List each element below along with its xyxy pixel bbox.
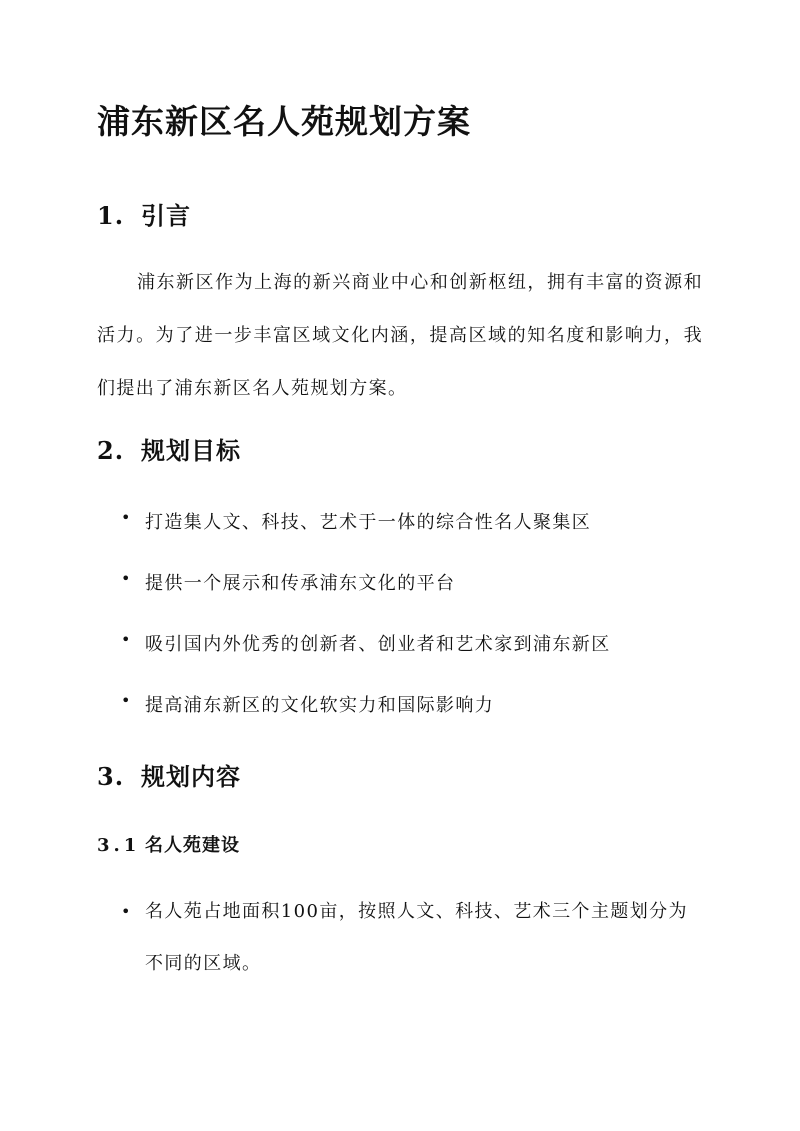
section-number: 3. [97,762,125,791]
bullet-icon: • [121,630,132,649]
section-title: 规划目标 [141,436,241,465]
section-number: 2. [97,436,125,465]
list-item-text: 名人苑占地面积100亩，按照人文、科技、艺术三个主题划分为不同的区域。 [145,901,688,974]
bullet-icon: • [121,569,132,588]
bullet-icon: • [121,508,132,527]
list-item [97,691,494,717]
introduction-paragraph: 浦东新区作为上海的新兴商业中心和创新枢纽，拥有丰富的资源和活力。为了进一步丰富区域文化内涵，提高区域的知名度和影响力，我们提出了浦东新区名人苑规划方案。 [97,272,703,399]
list-item [97,569,455,595]
subsection-title: 名人苑建设 [145,835,240,856]
section-heading-goals [97,431,241,466]
section-number: 1. [97,201,125,230]
list-item [97,630,611,656]
document-title: 浦东新区名人苑规划方案 [97,102,471,141]
list-item [97,886,703,990]
list-item-text: 吸引国内外优秀的创新者、创业者和艺术家到浦东新区 [145,634,611,655]
list-item-text: 提供一个展示和传承浦东文化的平台 [145,573,456,594]
bullet-icon: • [121,691,132,710]
list-item-text: 打造集人文、科技、艺术于一体的综合性名人聚集区 [145,512,592,533]
bullet-icon: • [121,902,132,921]
subsection-heading-construction [97,831,240,857]
section-heading-content [97,757,241,792]
construction-list [97,886,703,990]
subsection-number: 3.1 [97,835,141,856]
list-item [97,508,591,534]
section-title: 引言 [141,201,191,230]
section-title: 规划内容 [141,762,241,791]
section-heading-introduction [97,196,191,231]
list-item-text: 提高浦东新区的文化软实力和国际影响力 [145,695,495,716]
